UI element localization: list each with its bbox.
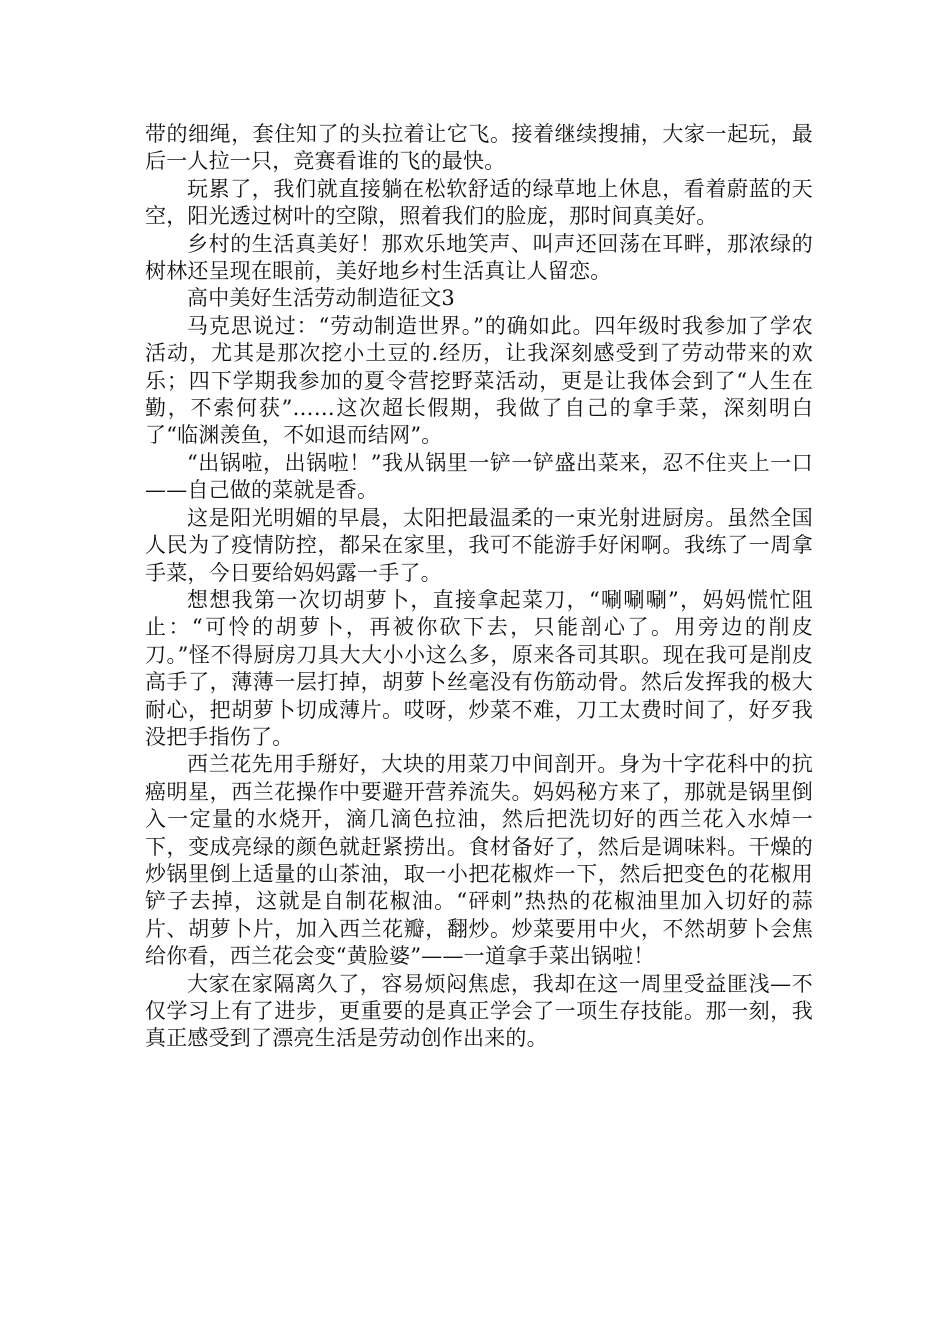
paragraph: 这是阳光明媚的早晨，太阳把最温柔的一束光射进厨房。虽然全国人民为了疫情防控，都呆在家里，我可不能游手好闲啊。我练了一周拿手菜，今日要给妈妈露一手了。 bbox=[145, 505, 813, 585]
document-page bbox=[145, 121, 813, 1053]
paragraph: 乡村的生活真美好！那欢乐地笑声、叫声还回荡在耳畔，那浓绿的树林还呈现在眼前，美好地乡村生活真让人留恋。 bbox=[145, 231, 813, 284]
paragraph: 玩累了，我们就直接躺在松软舒适的绿草地上休息，看着蔚蓝的天空，阳光透过树叶的空隙，照着我们的脸庞，那时间真美好。 bbox=[145, 176, 813, 229]
paragraph-continued: 带的细绳，套住知了的头拉着让它飞。接着继续搜捕，大家一起玩，最后一人拉一只，竞赛看谁的飞的最快。 bbox=[145, 122, 813, 174]
paragraph: “出锅啦，出锅啦！”我从锅里一铲一铲盛出菜来，忍不住夹上一口——自己做的菜就是香。 bbox=[145, 450, 813, 503]
paragraph: 西兰花先用手掰好，大块的用菜刀中间剖开。身为十字花科中的抗癌明星，西兰花操作中要避开营养流失。妈妈秘方来了，那就是锅里倒入一定量的水烧开，滴几滴色拉油，然后把洗切好的西兰花入水焯一下，变成亮绿的颜色就赶紧捞出。食材备好了，然后是调味料。干燥的炒锅里倒上适量的山茶油，取一小把花椒炸一下，然后把变色的花椒用铲子去掉，这就是自制花椒油。“砰刺”热热的花椒油里加入切好的蒜片、胡萝卜片，加入西兰花瓣，翻炒。炒菜要用中火，不然胡萝卜会焦给你看，西兰花会变“黄脸婆”——一道拿手菜出锅啦！ bbox=[145, 752, 813, 969]
paragraph: 大家在家隔离久了，容易烦闷焦虑，我却在这一周里受益匪浅—不仅学习上有了进步，更重要的是真正学会了一项生存技能。那一刻，我真正感受到了漂亮生活是劳动创作出来的。 bbox=[145, 971, 813, 1051]
section-heading: 高中美好生活劳动制造征文3 bbox=[187, 286, 455, 311]
paragraph: 想想我第一次切胡萝卜，直接拿起菜刀，“唰唰唰”，妈妈慌忙阻止：“可怜的胡萝卜，再被你砍下去，只能剖心了。用旁边的削皮刀。”怪不得厨房刀具大大小小这么多，原来各司其职。现在我可是削皮高手了，薄薄一层打掉，胡萝卜丝毫没有伤筋动骨。然后发挥我的极大耐心，把胡萝卜切成薄片。哎呀，炒菜不难，刀工太费时间了，好歹我没把手指伤了。 bbox=[145, 587, 813, 749]
paragraph: 马克思说过：“劳动制造世界。”的确如此。四年级时我参加了学农活动，尤其是那次挖小土豆的.经历，让我深刻感受到了劳动带来的欢乐；四下学期我参加的夏令营挖野菜活动，更是让我体会到了“人生在勤，不索何获”……这次超长假期，我做了自己的拿手菜，深刻明白了“临渊羡鱼，不如退而结网”。 bbox=[145, 313, 813, 448]
